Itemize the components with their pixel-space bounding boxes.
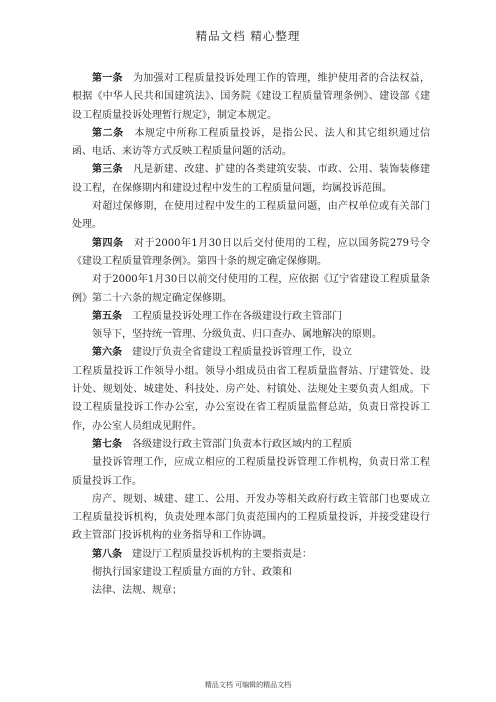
page-footer: 精品文档 可编辑的精品文档	[204, 681, 292, 689]
paragraph-5	[72, 235, 430, 272]
paragraph-2	[72, 125, 430, 162]
paragraph-text: 对于2000年1月30日以后交付使用的工程，应以国务院279号令《建设工程质量管理条例》。第四十条的规定确定保修期。	[72, 237, 431, 267]
paragraph-text: 本规定中所称工程质量投诉，是指公民、法人和其它组织通过信函、电话、来访等方式反映工程质量问题的活动。	[72, 127, 431, 158]
paragraph-text: 建设厅负责全省建设工程质量投诉管理工作，设立	[122, 347, 352, 359]
article-label: 第二条	[92, 127, 124, 139]
paragraph-15	[72, 564, 430, 582]
paragraph-text: 各级建设行政主管部门负责本行政区域内的工程质	[122, 438, 352, 450]
document-body	[72, 70, 430, 601]
paragraph-1	[72, 70, 430, 125]
paragraph-text: 对超过保修期，在使用过程中发生的工程质量问题，由产权单位或有关部门处理。	[72, 201, 430, 231]
paragraph-text: 房产、规划、城建、建工、公用、开发办等相关政府行政主管部门也要成立工程质量投诉机构，负责处理本部门负责范围内的工程质量投诉，并接受建设行政主管部门投诉机构的业务指导和工作协调。	[72, 493, 430, 542]
paragraph-text: 彻执行国家建设工程质量方面的方针、政策和	[92, 567, 292, 579]
paragraph-11	[72, 436, 430, 454]
article-label: 第三条	[92, 164, 123, 176]
paragraph-7	[72, 308, 430, 326]
paragraph-text: 为加强对工程质量投诉处理工作的管理，维护使用者的合法权益，根据《中华人民共和国建筑法》、国务院《建设工程质量管理条例》、建设部《建设工程质量投诉处理暂行规定》，制定本规定。	[72, 73, 430, 121]
paragraph-text: 工程质量投诉处理工作在各级建设行政主管部门	[122, 310, 342, 322]
paragraph-9	[72, 344, 430, 362]
paragraph-text: 工程质量投诉工作领导小组。领导小组成员由省工程质量监督站、厅建管处、设计处、规划处、城建处、科技处、房产处、村镇处、法规处主要负责人组成。下设工程质量投诉工作办公室，办公室设在省工程质量监督总站，负责日常投诉工作，办公室人员组成见附件。	[72, 365, 430, 432]
paragraph-3	[72, 161, 430, 198]
article-label: 第六条	[92, 347, 122, 359]
paragraph-text: 领导下，坚持统一管理、分级负责、归口查办、属地解决的原则。	[92, 329, 382, 341]
paragraph-text: 量投诉管理工作，应成立相应的工程质量投诉管理工作机构，负责日常工程质量投诉工作。	[72, 457, 430, 487]
paragraph-13	[72, 491, 430, 546]
paragraph-text: 凡是新建、改建、扩建的各类建筑安装、市政、公用、装饰装修建设工程，在保修期内和建设过程中发生的工程质量问题，均属投诉范围。	[72, 164, 430, 194]
paragraph-12	[72, 454, 430, 491]
paragraph-text: 法律、法规、规章；	[92, 585, 182, 597]
paragraph-8	[72, 326, 430, 344]
paragraph-14	[72, 546, 430, 564]
paragraph-text: 建设厅工程质量投诉机构的主要指责是：	[122, 548, 312, 560]
paragraph-6	[72, 271, 430, 308]
paragraph-10	[72, 363, 430, 436]
paragraph-text: 对于2000年1月30日以前交付使用的工程，应依据《辽宁省建设工程质量条例》第二十六条的规定确定保修期。	[72, 274, 430, 304]
page-header: 精品文档 精心整理	[195, 29, 301, 43]
paragraph-4	[72, 198, 430, 235]
article-label: 第五条	[92, 310, 122, 322]
article-label: 第四条	[92, 237, 124, 249]
article-label: 第七条	[92, 438, 122, 450]
article-label: 第一条	[92, 73, 123, 84]
article-label: 第八条	[92, 548, 122, 560]
paragraph-16	[72, 582, 430, 600]
